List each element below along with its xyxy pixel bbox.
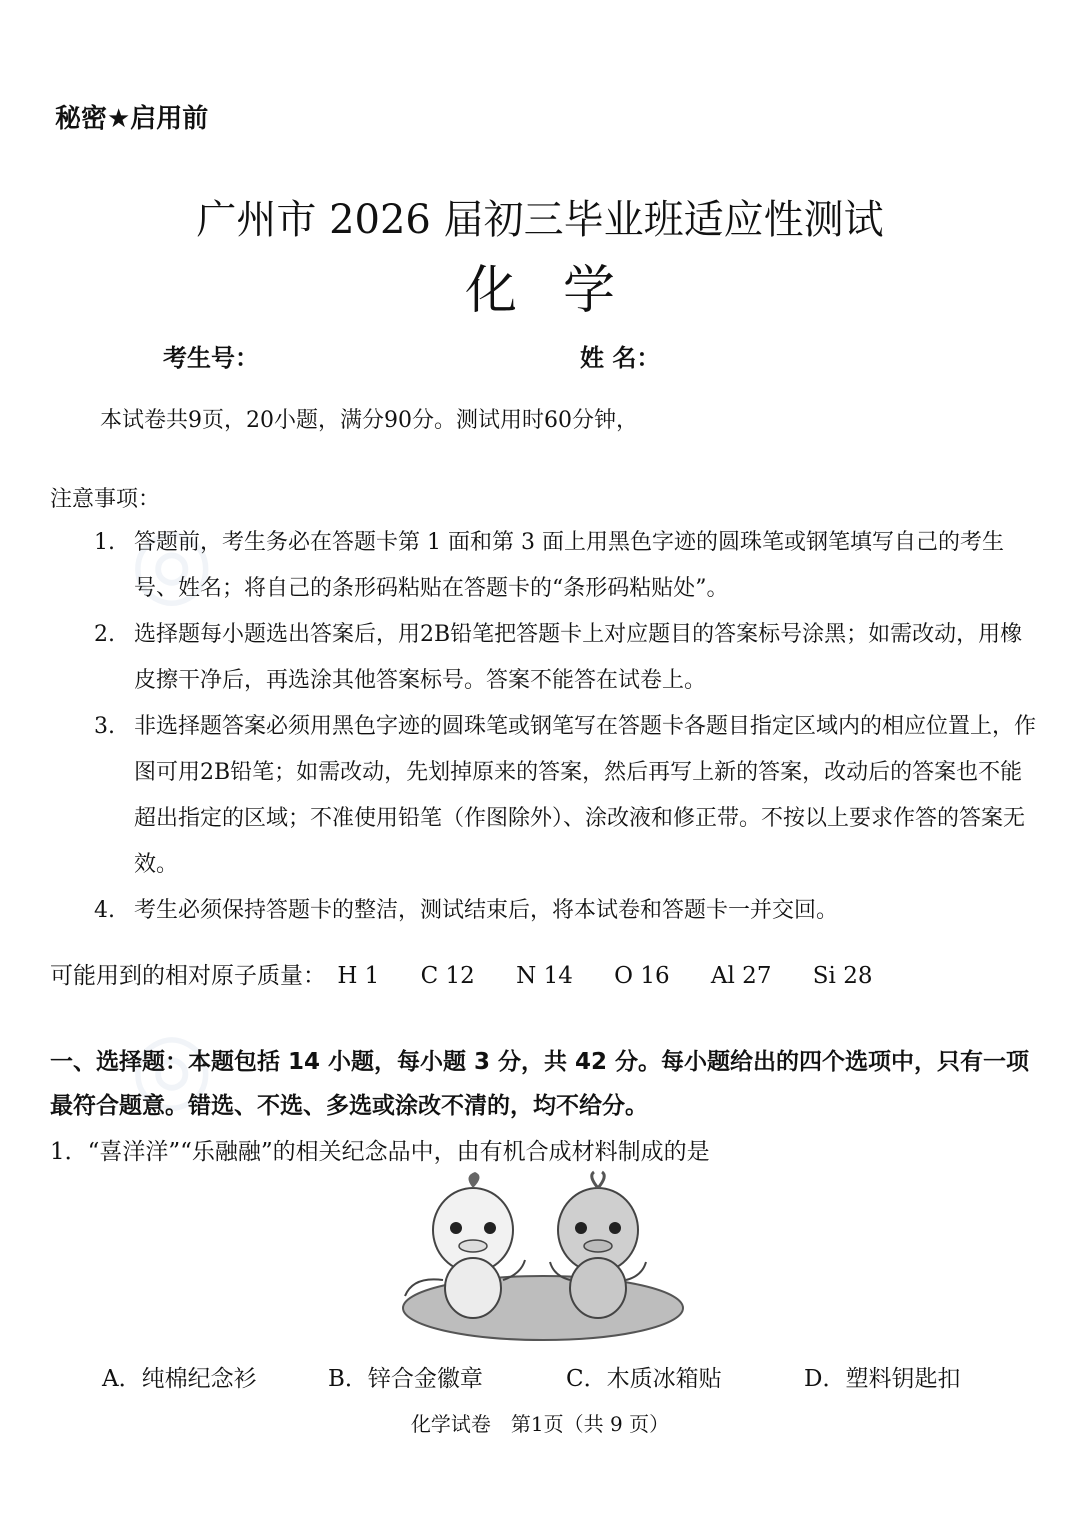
note-text: 考生必须保持答题卡的整洁，测试结束后，将本试卷和答题卡一并交回。	[134, 898, 839, 923]
watermark: ◎	[130, 1010, 214, 1122]
subject-title: 化学	[464, 261, 661, 321]
option-b: B．锌合金徽章	[328, 1366, 483, 1392]
question-stem: 1．“喜洋洋”“乐融融”的相关纪念品中，由有机合成材料制成的是	[50, 1139, 710, 1165]
note-text: 选择题每小题选出答案后，用2B铅笔把答题卡上对应题目的答案标号涂黑；如需改动，用橡皮擦干净后，再选涂其他答案标号。答案不能答在试卷上。	[134, 622, 1023, 693]
option-a: A．纯棉纪念衫	[102, 1366, 257, 1392]
mascot-figure	[398, 1170, 688, 1345]
atomic-mass-value: Si 28	[812, 963, 873, 989]
atomic-mass-value: N 14	[516, 963, 573, 989]
note-text: 非选择题答案必须用黑色字迹的圆珠笔或钢笔写在答题卡各题目指定区域内的相应位置上，作图可用2B铅笔；如需改动，先划掉原来的答案，然后再写上新的答案，改动后的答案也不能超出指定的区域；不准使用铅笔（作图除外）、涂改液和修正带。不按以上要求作答的答案无效。	[134, 714, 1037, 877]
atomic-mass-label: 可能用到的相对原子质量：	[50, 963, 326, 989]
exam-number-label: 考生号：	[163, 344, 259, 372]
note-number: 2.	[94, 622, 115, 647]
name-label: 姓 名：	[580, 344, 661, 372]
atomic-mass-value: H 1	[337, 963, 380, 989]
note-number: 3.	[94, 714, 115, 739]
notes-heading: 注意事项：	[50, 487, 161, 512]
note-item	[94, 704, 1039, 888]
exam-title: 广州市 2026 届初三毕业班适应性测试	[196, 197, 884, 243]
option-d: D．塑料钥匙扣	[804, 1366, 961, 1392]
section-heading: 一、选择题：本题包括 14 小题，每小题 3 分，共 42 分。每小题给出的四个选项中，只有一项最符合题意。错选、不选、多选或涂改不清的，均不给分。	[50, 1049, 1030, 1119]
atomic-mass-line	[50, 957, 906, 990]
note-item	[94, 520, 1039, 612]
option-c: C．木质冰箱贴	[566, 1366, 722, 1392]
atomic-mass-value: C 12	[420, 963, 475, 989]
note-item	[94, 612, 1039, 704]
exam-intro: 本试卷共9页，20小题，满分90分。测试用时60分钟，	[100, 408, 638, 433]
atomic-mass-value: O 16	[614, 963, 670, 989]
confidential-label: 秘密★启用前	[55, 104, 209, 134]
note-item	[94, 888, 1039, 934]
watermark: ◎	[130, 505, 214, 617]
atomic-mass-value: Al 27	[710, 963, 772, 989]
note-number: 4.	[94, 898, 115, 923]
note-text: 答题前，考生务必在答题卡第 1 面和第 3 面上用黑色字迹的圆珠笔或钢笔填写自己的考生号、姓名；将自己的条形码粘贴在答题卡的“条形码粘贴处”。	[134, 530, 1004, 601]
note-number: 1.	[94, 530, 115, 555]
page-footer: 化学试卷 第1页（共 9 页）	[410, 1412, 670, 1436]
